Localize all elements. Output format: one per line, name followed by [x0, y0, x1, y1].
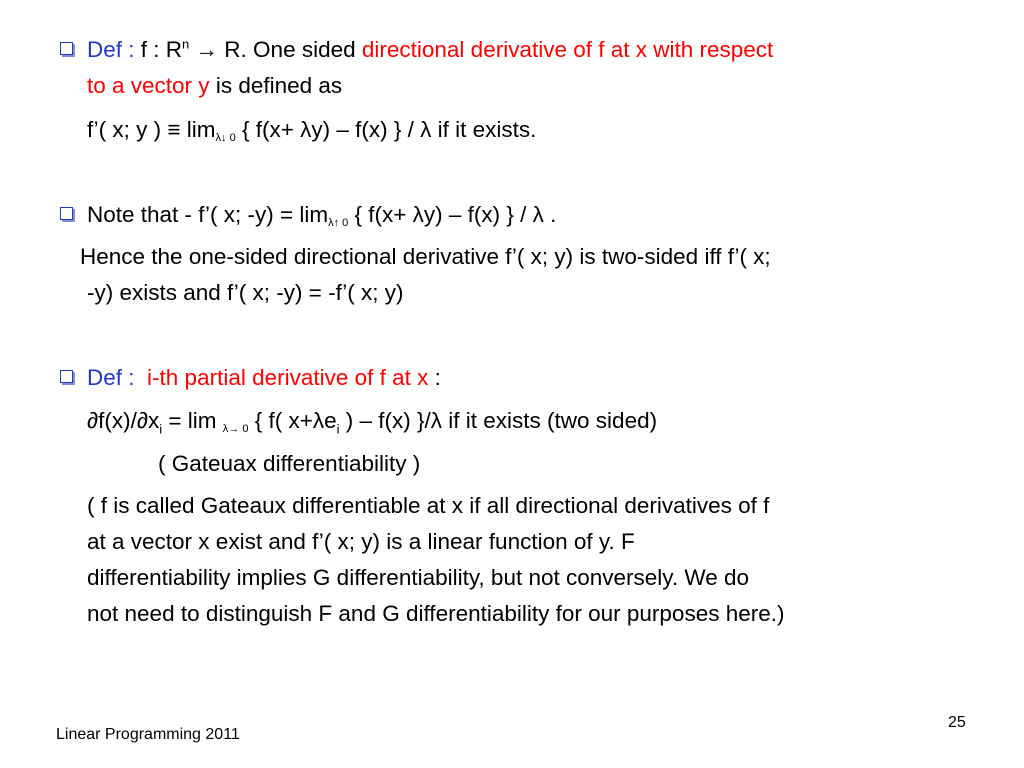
- limit-subscript: λ↑ 0: [328, 217, 349, 229]
- footer-title: Linear Programming 2011: [56, 726, 240, 743]
- gateaux-note: ( Gateuax differentiability ): [158, 451, 421, 476]
- formula-part: { f( x+λe: [248, 408, 337, 433]
- superscript-n: n: [182, 36, 190, 52]
- formula-part: ) – f(x) }/λ if it exists (two sided): [339, 408, 658, 433]
- formula-part: { f(x+ λy) – f(x) } / λ if it exists.: [235, 117, 537, 142]
- def-label: Def :: [87, 37, 141, 62]
- equiv-symbol: ≡: [167, 117, 181, 142]
- colon: :: [428, 365, 441, 390]
- def-text: f : R: [140, 37, 183, 62]
- def-label: Def :: [87, 365, 135, 390]
- note-line: [87, 201, 556, 229]
- def-directional-line: [87, 36, 773, 64]
- limit-subscript: λ↓ 0: [215, 132, 236, 144]
- checkbox-square-icon: [60, 42, 73, 55]
- gateaux-paragraph-line-1: ( f is called Gateaux differentiable at x if all directional derivatives of f: [87, 493, 770, 518]
- page-number: 25: [948, 714, 966, 731]
- gateaux-paragraph-line-2: at a vector x exist and f’( x; y) is a linear function of y. F: [87, 529, 635, 554]
- def-directional-line-2: [87, 72, 342, 100]
- gateaux-paragraph-line-3: differentiability implies G differentiability, but not conversely. We do: [87, 565, 749, 590]
- highlight-text: i-th partial derivative of f at x: [147, 365, 429, 390]
- limit-subscript: λ→ 0: [222, 423, 249, 435]
- formula-part: f’( x; y ): [87, 117, 168, 142]
- highlight-text: to a vector y: [87, 73, 210, 98]
- subscript-i: i: [159, 421, 163, 437]
- subscript-i: i: [336, 421, 340, 437]
- gateaux-paragraph-line-4: not need to distinguish F and G differentiability for our purposes here.): [87, 601, 785, 626]
- hence-line-1: Hence the one-sided directional derivative f’( x; y) is two-sided iff f’( x;: [80, 244, 771, 269]
- note-text: Note that - f’( x; -y) = lim: [87, 202, 329, 227]
- formula-part: = lim: [162, 408, 223, 433]
- partial-derivative-formula: [87, 407, 657, 435]
- formula-part: ∂f(x)/∂x: [87, 408, 160, 433]
- checkbox-square-icon: [60, 207, 73, 220]
- directional-derivative-formula: [87, 116, 536, 144]
- def-text: R. One sided: [224, 37, 362, 62]
- checkbox-square-icon: [60, 370, 73, 383]
- def-text: is defined as: [209, 73, 343, 98]
- note-text: { f(x+ λy) – f(x) } / λ .: [348, 202, 557, 227]
- def-partial-line: [87, 364, 441, 392]
- hence-line-2: -y) exists and f’( x; -y) = -f’( x; y): [87, 280, 404, 305]
- formula-part: lim: [180, 117, 216, 142]
- highlight-text: directional derivative of f at x with respect: [361, 37, 774, 62]
- right-arrow-symbol: →: [189, 37, 225, 62]
